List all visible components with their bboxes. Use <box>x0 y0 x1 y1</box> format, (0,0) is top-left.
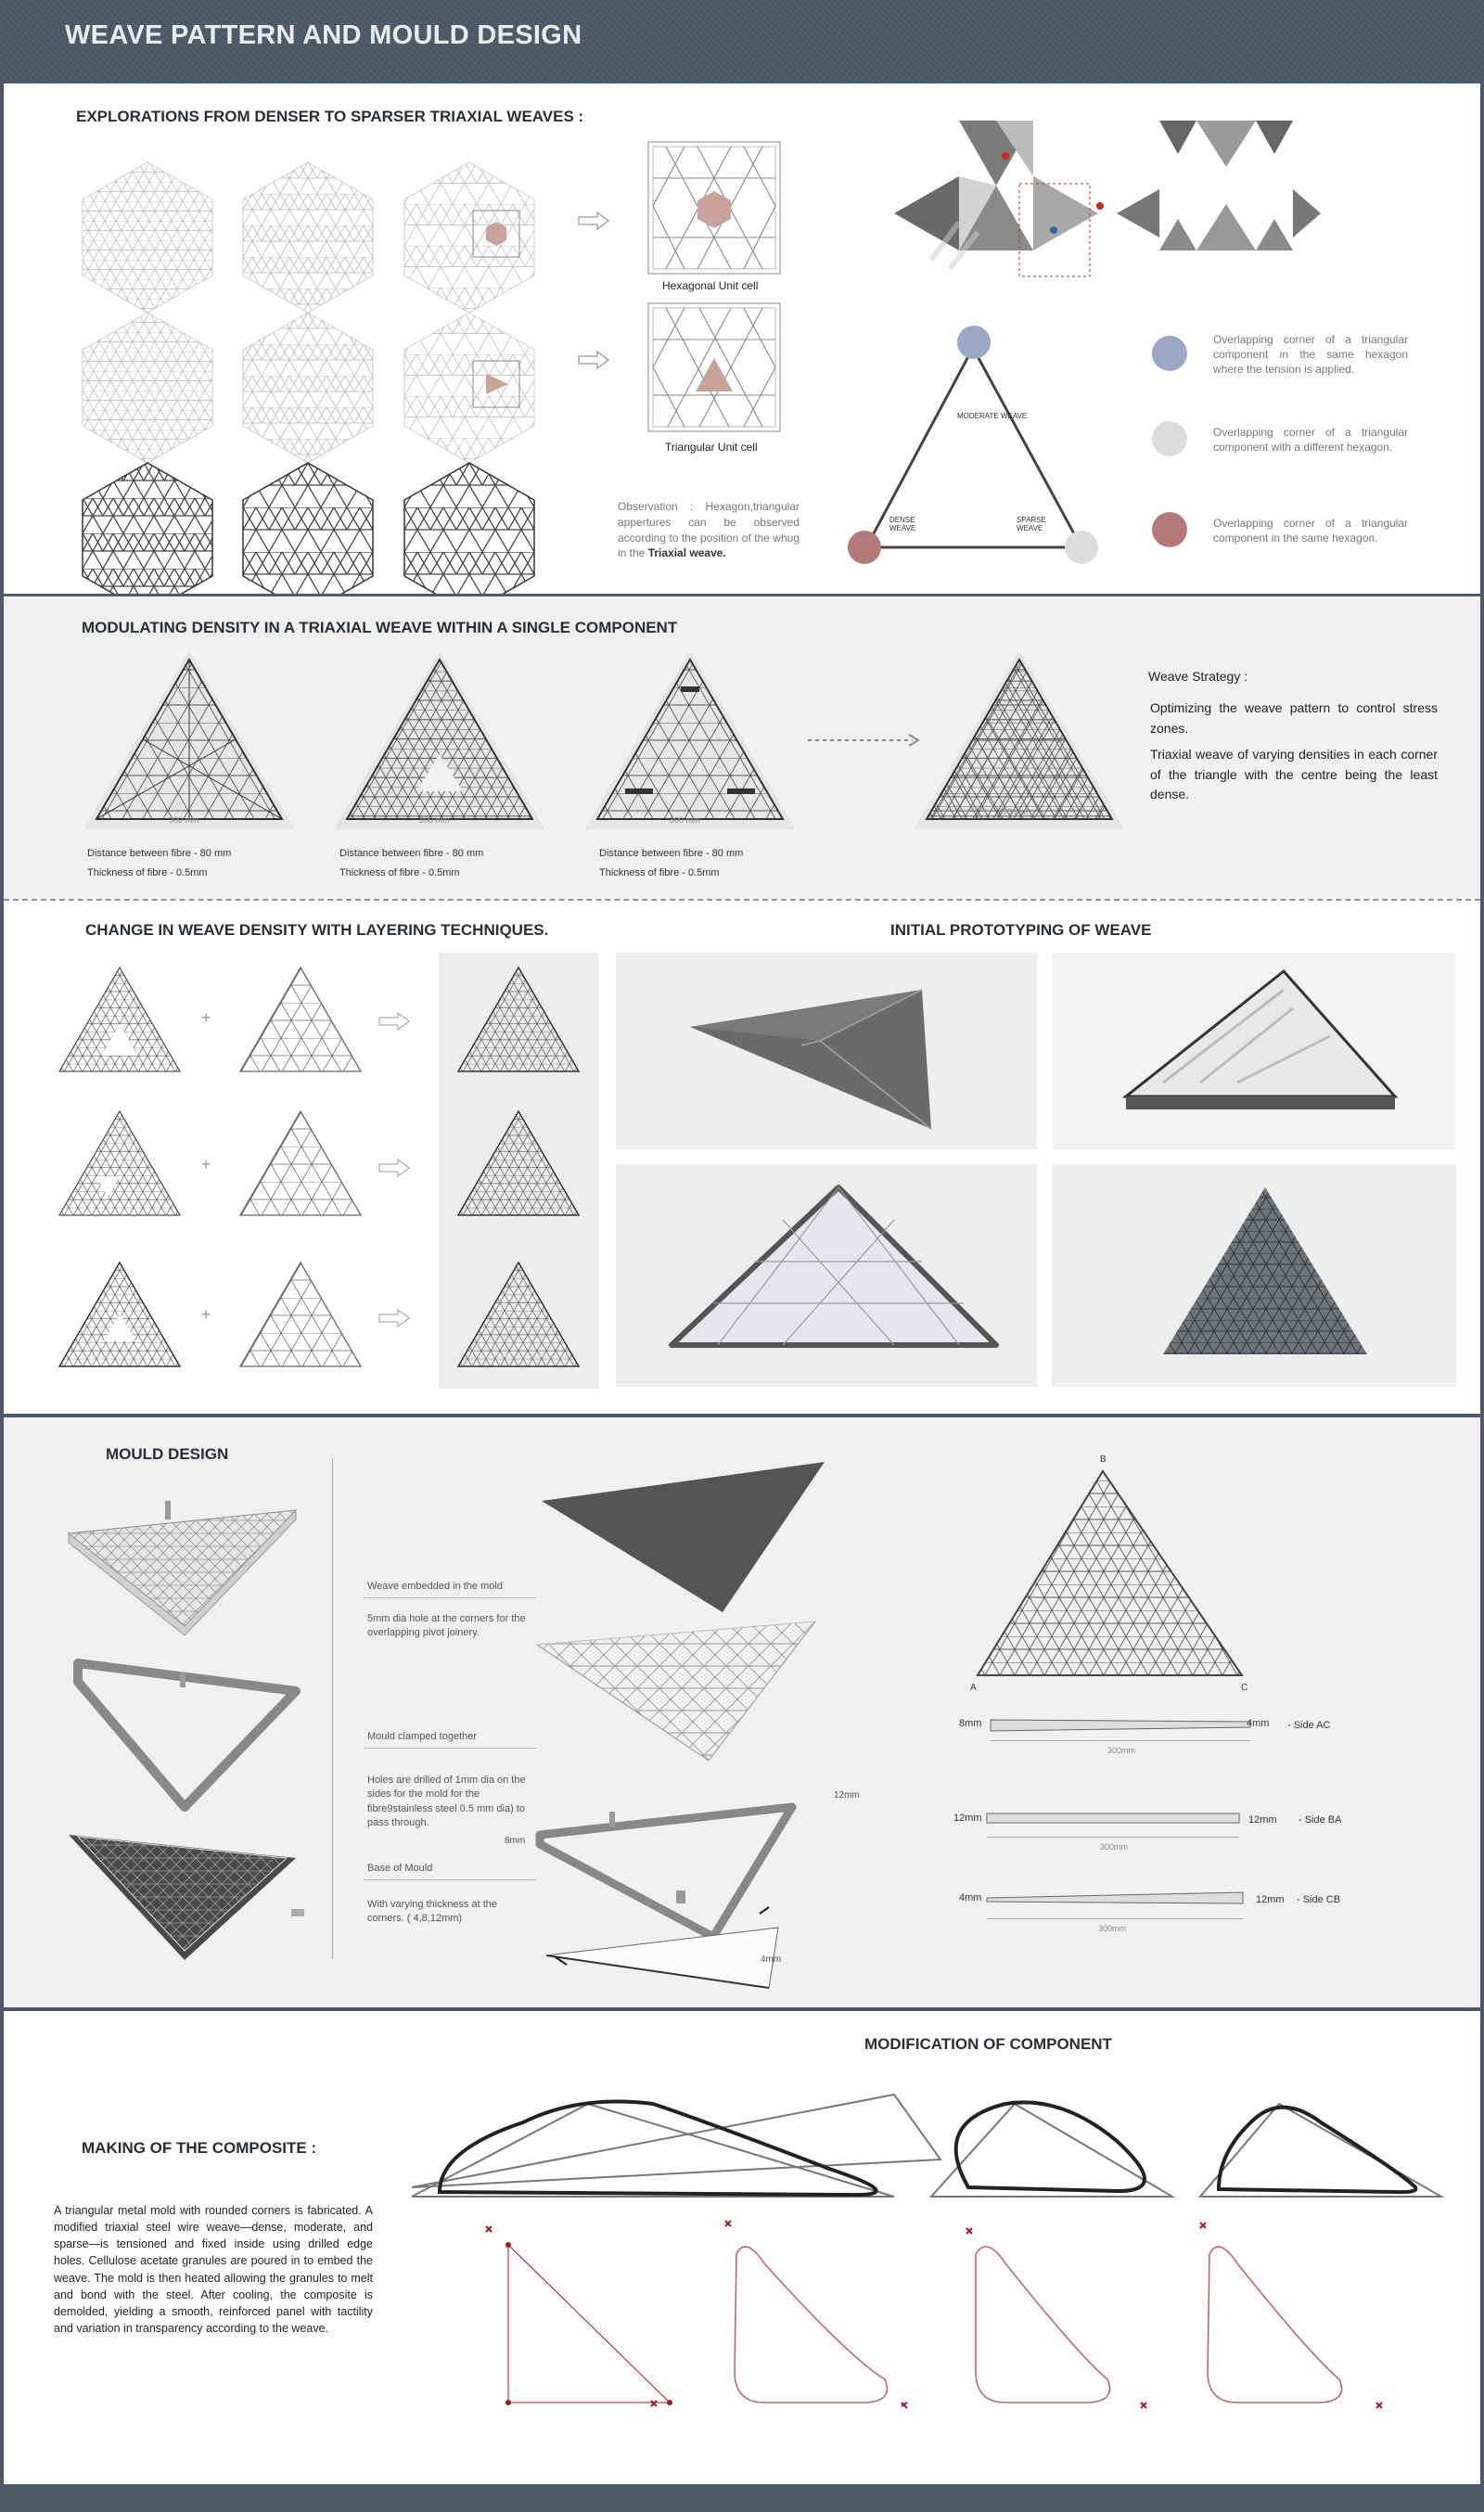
triangular-unit-cell-label: Triangular Unit cell <box>665 441 758 454</box>
legend-dot <box>1152 512 1187 547</box>
page-header <box>0 0 1484 82</box>
legend-text: Overlapping corner of a triangular component with a different hexagon. <box>1213 426 1408 455</box>
sparse-weave-label <box>1017 516 1057 532</box>
side-left-dim: 8mm <box>959 1718 982 1729</box>
side-length: 300mm <box>1100 1842 1129 1852</box>
prototype-photo <box>1052 1164 1456 1387</box>
fibre-distance: Distance between fibre - 80 mm <box>87 848 232 859</box>
note-holes5: 5mm dia hole at the corners for the overlapping pivot joinery. <box>367 1613 526 1639</box>
dim-4mm: 4mm <box>761 1954 782 1965</box>
page-title: WEAVE PATTERN AND MOULD DESIGN <box>65 20 582 50</box>
side-label: - Side AC <box>1287 1720 1331 1731</box>
arrow-right-icon <box>577 351 610 369</box>
corner-b: B <box>1100 1455 1107 1465</box>
layering-section <box>4 903 1480 1414</box>
side-profile <box>959 1892 1349 1948</box>
leader-line <box>364 1748 536 1749</box>
mould-exploded-left <box>59 1501 338 1946</box>
observation-prefix: Observation : Hexagon,triangular appertures can be observed according to the position of the whug in the <box>618 500 800 560</box>
weave-density-triangle <box>838 320 1107 561</box>
composite-heading: MAKING OF THE COMPOSITE : <box>82 2139 317 2157</box>
modification-heading: MODIFICATION OF COMPONENT <box>864 2035 1112 2053</box>
dim-12mm: 12mm <box>834 1790 860 1801</box>
dense-weave-text: DENSE WEAVE <box>889 516 916 532</box>
modification-outlines <box>486 2217 1469 2430</box>
legend-dot <box>1152 421 1187 456</box>
fibre-thickness: Thickness of fibre - 0.5mm <box>87 867 208 878</box>
legend-text: Overlapping corner of a triangular component in the same hexagon where the tension is applied. <box>1213 333 1408 377</box>
legend-dot <box>1152 336 1187 371</box>
dense-weave-label <box>889 516 930 532</box>
dim-label: 300 mm <box>169 815 199 825</box>
dim-8mm: 8mm <box>505 1836 526 1846</box>
note-clamped: Mould clamped together <box>367 1731 478 1742</box>
leader-line <box>364 1879 536 1880</box>
side-length: 300mm <box>1107 1746 1136 1755</box>
mould-heading: MOULD DESIGN <box>106 1445 229 1463</box>
mould-section <box>4 1417 1480 2007</box>
svg-text:+: + <box>201 1155 211 1173</box>
hexagonal-unit-cell <box>647 141 781 275</box>
corner-c: C <box>1241 1683 1248 1693</box>
arrow-right-icon <box>577 211 610 230</box>
dim-label: 300 mm <box>670 815 700 825</box>
corner-a: A <box>970 1683 977 1693</box>
fibre-distance: Distance between fibre - 80 mm <box>339 848 484 859</box>
fibre-thickness: Thickness of fibre - 0.5mm <box>339 867 460 878</box>
side-right-dim: 12mm <box>1248 1814 1277 1826</box>
triangular-unit-cell <box>647 302 781 432</box>
mould-weave-triangle <box>978 1455 1256 1686</box>
hexagon-weave-grid <box>59 144 579 594</box>
modulating-heading: MODULATING DENSITY IN A TRIAXIAL WEAVE WITHIN A SINGLE COMPONENT <box>82 619 678 636</box>
note-varying: With varying thickness at the corners. ( 4,8,12mm) <box>367 1899 498 1925</box>
side-label: - Side BA <box>1298 1814 1342 1826</box>
side-dim-line <box>987 1918 1243 1919</box>
fibre-distance: Distance between fibre - 80 mm <box>599 848 744 859</box>
side-label: - Side CB <box>1297 1894 1341 1905</box>
note-base: Base of Mould <box>367 1863 433 1874</box>
side-left-dim: 12mm <box>953 1813 982 1824</box>
hexagonal-unit-cell-label: Hexagonal Unit cell <box>662 279 759 292</box>
side-length: 300mm <box>1098 1924 1127 1933</box>
svg-text:+: + <box>201 1305 211 1324</box>
composite-text: A triangular metal mold with rounded corners is fabricated. A modified triaxial steel wire weave—dense, moderate, and sparse—is tensioned and fixed inside using drilled edge holes. Cellulose acetate granules are poured in to embed the weave. The mold is then heated allowing the granules to melt and bond with the steel. After cooling, the composite is demolded, yielding a smooth, reinforced panel with tactility and variation in transparency according to the weave. <box>54 2204 373 2335</box>
note-holes1: Holes are drilled of 1mm dia on the sides for the mold for the fibre9stainless steel 0.5 mm dia) to pass through. <box>367 1775 526 1829</box>
side-dim-line <box>987 1837 1239 1838</box>
observation-text <box>618 499 800 561</box>
star-tension-diagram <box>894 111 1321 297</box>
side-right-dim: 4mm <box>1247 1718 1270 1729</box>
side-right-dim: 12mm <box>1256 1894 1285 1905</box>
prototype-photo <box>616 953 1037 1149</box>
dim-label: 300 mm <box>419 815 450 825</box>
side-left-dim: 4mm <box>959 1892 982 1903</box>
legend-text: Overlapping corner of a triangular component in the same hexagon. <box>1213 517 1408 545</box>
layering-heading: CHANGE IN WEAVE DENSITY WITH LAYERING TECHNIQUES. <box>85 921 549 939</box>
svg-text:+: + <box>201 1008 211 1027</box>
moderate-weave-label <box>957 410 1028 423</box>
layering-triangles <box>50 968 644 1413</box>
strategy-title: Weave Strategy : <box>1148 669 1248 684</box>
leader-line <box>364 1597 536 1598</box>
composite-section <box>4 2011 1480 2484</box>
prototype-photo <box>1052 953 1456 1149</box>
prototype-photo <box>616 1164 1037 1387</box>
observation-bold: Triaxial weave. <box>647 546 726 560</box>
side-profile <box>959 1718 1349 1774</box>
dim-label: 300 mm <box>998 807 1029 816</box>
explorations-heading: EXPLORATIONS FROM DENSER TO SPARSER TRIAXIAL WEAVES : <box>76 108 584 125</box>
sparse-weave-text: SPARSE WEAVE <box>1017 516 1046 532</box>
moderate-weave-text: MODERATE WEAVE <box>957 412 1028 420</box>
side-profile <box>953 1813 1343 1868</box>
strategy-text-2: Triaxial weave of varying densities in each corner of the triangle with the centre being the least dense. <box>1150 747 1438 802</box>
side-dim-line <box>991 1740 1250 1741</box>
strategy-text-1: Optimizing the weave pattern to control stress zones. <box>1150 700 1438 736</box>
prototyping-heading: INITIAL PROTOTYPING OF WEAVE <box>890 921 1152 939</box>
modulating-section <box>4 596 1480 899</box>
fibre-thickness: Thickness of fibre - 0.5mm <box>599 867 720 878</box>
note-embedded: Weave embedded in the mold <box>367 1581 503 1592</box>
explorations-section <box>4 83 1480 594</box>
mould-exploded-centre <box>537 1455 908 1974</box>
